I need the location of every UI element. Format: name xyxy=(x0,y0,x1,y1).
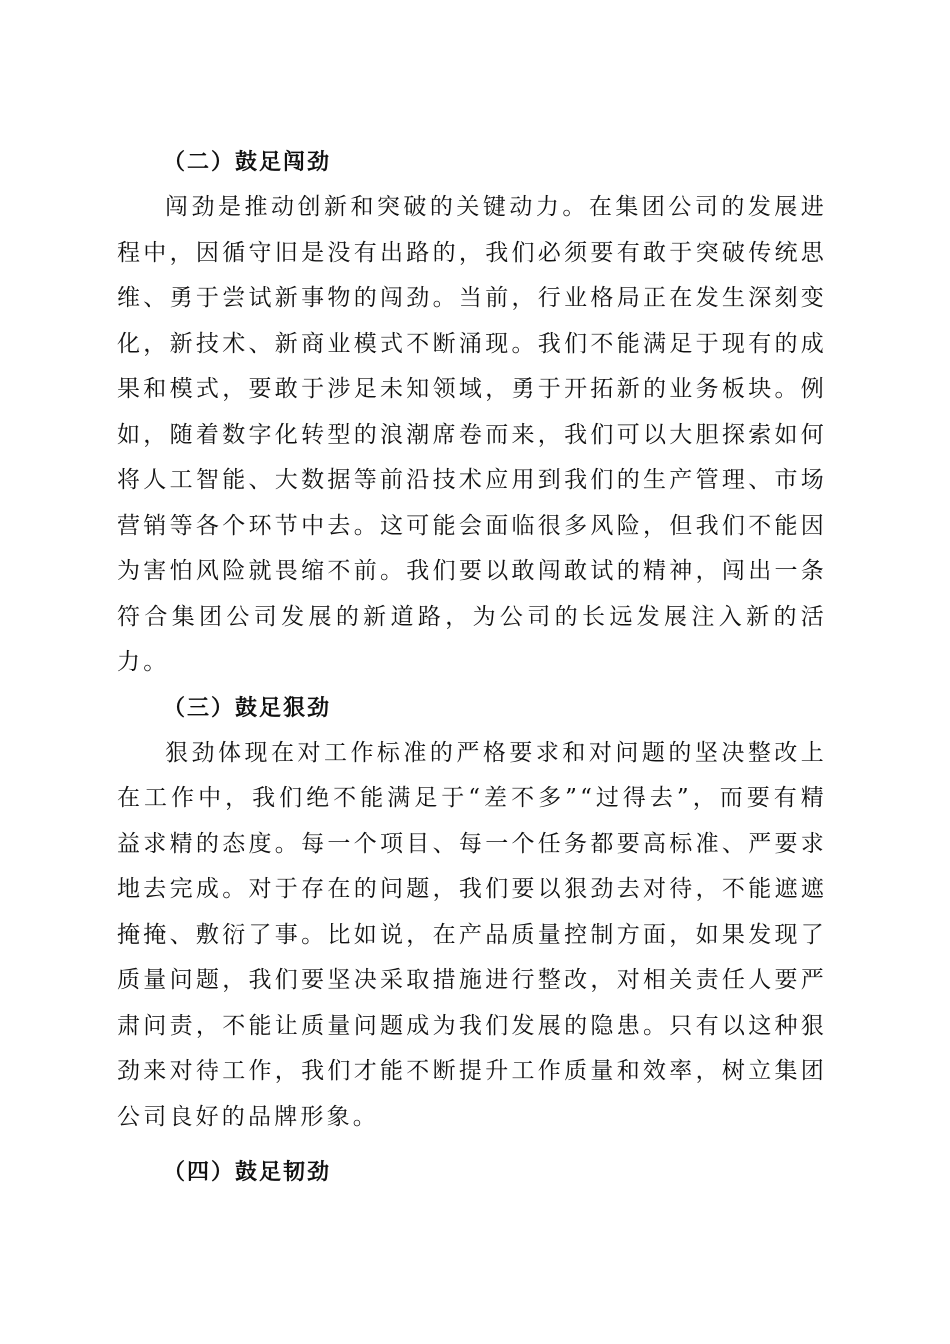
section-paragraph-3: 狠劲体现在对工作标准的严格要求和对问题的坚决整改上在工作中，我们绝不能满足于“差不多”“过得去”，而要有精益求精的态度。每一个项目、每一个任务都要高标准、严要求地去完成。对于存在的问题，我们要以狠劲去对待，不能遮遮掩掩、敷衍了事。比如说，在产品质量控制方面，如果发现了质量问题，我们要坚决采取措施进行整改，对相关责任人要严肃问责，不能让质量问题成为我们发展的隐患。只有以这种狠劲来对待工作，我们才能不断提升工作质量和效率，树立集团公司良好的品牌形象。 xyxy=(117,739,827,1130)
section-heading-3: （三）鼓足狠劲 xyxy=(163,694,332,721)
section-paragraph-2: 闯劲是推动创新和突破的关键动力。在集团公司的发展进程中，因循守旧是没有出路的，我们必须要有敢于突破传统思维、勇于尝试新事物的闯劲。当前，行业格局正在发生深刻变化，新技术、新商业模式不断涌现。我们不能满足于现有的成果和模式，要敢于涉足未知领域，勇于开拓新的业务板块。例如，随着数字化转型的浪潮席卷而来，我们可以大胆探索如何将人工智能、大数据等前沿技术应用到我们的生产管理、市场营销等各个环节中去。这可能会面临很多风险，但我们不能因为害怕风险就畏缩不前。我们要以敢闯敢试的精神，闯出一条符合集团公司发展的新道路，为公司的长远发展注入新的活力。 xyxy=(117,194,827,675)
document-body xyxy=(117,140,827,1195)
section-heading-4: （四）鼓足韧劲 xyxy=(163,1159,332,1185)
section-heading-2: （二）鼓足闯劲 xyxy=(163,149,332,175)
